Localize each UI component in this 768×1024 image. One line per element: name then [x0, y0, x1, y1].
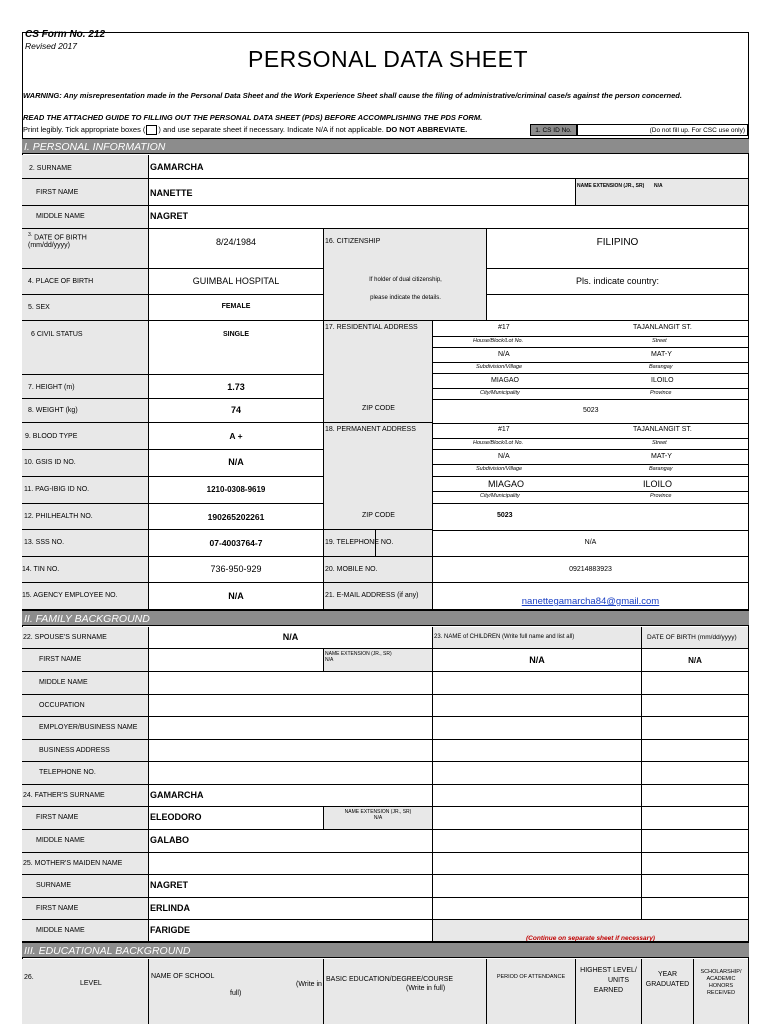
education-year-header: [642, 959, 694, 1024]
mother-maiden-label: 25. MOTHER'S MAIDEN NAME: [22, 853, 149, 875]
child-name-field[interactable]: [433, 830, 642, 853]
father-surname-label: 24. FATHER'S SURNAME: [22, 785, 149, 807]
first-name-field[interactable]: NANETTE: [149, 179, 576, 206]
child-dob-field[interactable]: [642, 695, 749, 717]
child-name-field[interactable]: [433, 672, 642, 695]
employer-field[interactable]: [149, 717, 433, 740]
education-scholarship-header: [694, 959, 749, 1024]
civil-status-label: 6 CIVIL STATUS: [22, 321, 149, 375]
child-name-field[interactable]: [433, 853, 642, 875]
education-level-header: [22, 959, 149, 1024]
perm-subdivision-value[interactable]: N/A: [498, 453, 510, 460]
child-name-field[interactable]: [433, 875, 642, 898]
blood-type-field[interactable]: A +: [149, 423, 324, 450]
dob-label-cell: [22, 229, 149, 269]
child-dob-field[interactable]: [642, 875, 749, 898]
residential-zip-label: ZIP CODE: [362, 405, 395, 412]
child-dob-field[interactable]: [642, 853, 749, 875]
business-address-label: BUSINESS ADDRESS: [22, 740, 149, 762]
email-link[interactable]: nanettegamarcha84@gmail.com: [521, 596, 660, 607]
child-name-field[interactable]: [433, 695, 642, 717]
email-label: 21. E-MAIL ADDRESS (if any): [324, 583, 433, 610]
dual-citizenship-label-2: please indicate the details.: [370, 295, 441, 301]
civil-status-field[interactable]: SINGLE: [149, 321, 324, 375]
spouse-middle-name-field[interactable]: [149, 672, 433, 695]
mother-surname-field[interactable]: NAGRET: [149, 875, 433, 898]
perm-barangay-value[interactable]: MAT-Y: [651, 453, 672, 460]
name-extension-value: N/A: [653, 183, 663, 189]
child-dob-field[interactable]: [642, 672, 749, 695]
child-name-field[interactable]: [433, 898, 642, 920]
child-dob-field[interactable]: [642, 717, 749, 740]
father-extension-field[interactable]: [324, 807, 433, 830]
spouse-surname-field[interactable]: N/A: [149, 627, 433, 649]
section-family-background: II. FAMILY BACKGROUND: [22, 610, 749, 626]
child-name-field[interactable]: [433, 762, 642, 785]
agency-employee-label: 15. AGENCY EMPLOYEE NO.: [22, 583, 149, 610]
father-extension-value: N/A: [373, 815, 383, 821]
res-house-value[interactable]: #17: [498, 324, 510, 331]
first-name-label: FIRST NAME: [22, 179, 149, 206]
gsis-label: 10. GSIS ID NO.: [22, 450, 149, 477]
continue-note: (Continue on separate sheet if necessary): [526, 935, 655, 942]
education-highest-line3: EARNED: [593, 987, 624, 994]
warning-text: WARNING: Any misrepresentation made in the Personal Data Sheet and the Work Experience Sheet shall cause the filing of administrative/criminal case/s against the person concerned.: [23, 91, 682, 100]
gsis-field[interactable]: N/A: [149, 450, 324, 477]
no-abbreviate-label: DO NOT ABBREVIATE.: [385, 125, 468, 134]
child-name-field[interactable]: [433, 717, 642, 740]
weight-field[interactable]: 74: [149, 399, 324, 423]
child-dob-field[interactable]: [642, 830, 749, 853]
continue-note-cell: [433, 920, 749, 942]
page-title: PERSONAL DATA SHEET: [248, 46, 529, 72]
mobile-label: 20. MOBILE NO.: [324, 557, 433, 583]
perm-street-value[interactable]: TAJANLANGIT ST.: [633, 426, 692, 433]
res-street-value[interactable]: TAJANLANGIT ST.: [633, 324, 692, 331]
revision-label: Revised 2017: [25, 41, 77, 51]
sss-label: 13. SSS NO.: [22, 530, 149, 557]
employer-label: EMPLOYER/BUSINESS NAME: [22, 717, 149, 740]
occupation-field[interactable]: [149, 695, 433, 717]
email-field[interactable]: [433, 583, 749, 610]
child-name-field[interactable]: [433, 807, 642, 830]
father-middle-name-label: MIDDLE NAME: [22, 830, 149, 853]
mother-first-name-label: FIRST NAME: [22, 898, 149, 920]
res-street-caption: Street: [652, 338, 667, 344]
surname-field[interactable]: GAMARCHA: [149, 155, 749, 179]
res-house-caption: House/Block/Lot No.: [473, 338, 524, 344]
pagibig-label: 11. PAG-IBIG ID NO.: [22, 477, 149, 504]
sex-label: 5. SEX: [22, 295, 149, 321]
res-barangay-value[interactable]: MAT-Y: [651, 351, 672, 358]
residential-address-label: 17. RESIDENTIAL ADDRESS: [324, 321, 433, 423]
name-extension-label: NAME EXTENSION (JR., SR): [577, 183, 645, 189]
dual-country-field[interactable]: Pls. indicate country:: [487, 269, 749, 295]
agency-employee-field[interactable]: N/A: [149, 583, 324, 610]
perm-city-value[interactable]: MIAGAO: [488, 479, 525, 489]
res-province-caption: Province: [650, 390, 672, 396]
education-course-write: (Write in full): [406, 985, 446, 992]
res-subdivision-caption: Subdivision/Village: [476, 364, 523, 370]
spouse-surname-label: 22. SPOUSE'S SURNAME: [22, 627, 149, 649]
perm-zip-value[interactable]: 5023: [497, 512, 513, 519]
dob-format: (mm/dd/yyyy): [28, 242, 70, 250]
children-label: 23. NAME of CHILDREN (Write full name and list all): [433, 627, 642, 649]
father-first-name-field[interactable]: ELEODORO: [149, 807, 324, 830]
spouse-first-name-field[interactable]: [149, 649, 324, 672]
father-middle-name-field[interactable]: GALABO: [149, 830, 433, 853]
weight-label: 8. WEIGHT (kg): [22, 399, 149, 423]
spouse-telephone-label: TELEPHONE NO.: [22, 762, 149, 785]
cs-id-field[interactable]: [577, 124, 748, 136]
mother-surname-label: SURNAME: [22, 875, 149, 898]
pagibig-field[interactable]: 1210-0308-9619: [149, 477, 324, 504]
education-school-write: (Write in: [296, 981, 322, 988]
blood-type-label: 9. BLOOD TYPE: [22, 423, 149, 450]
pob-field[interactable]: GUIMBAL HOSPITAL: [149, 269, 324, 295]
section-educational-background: III. EDUCATIONAL BACKGROUND: [22, 942, 749, 958]
education-highest-line1: HIGHEST LEVEL/: [580, 967, 637, 974]
education-school-label: NAME OF SCHOOL: [151, 973, 215, 980]
mother-maiden-field[interactable]: [149, 853, 433, 875]
form-number: CS Form No. 212: [25, 29, 106, 40]
res-city-value[interactable]: MIAGAO: [491, 377, 520, 384]
dob-label: DATE OF BIRTH: [34, 234, 87, 242]
surname-label: 2. SURNAME: [22, 155, 149, 179]
tin-label: 14. TIN NO.: [22, 557, 149, 583]
mother-first-name-field[interactable]: ERLINDA: [149, 898, 433, 920]
cs-id-note: (Do not fill up. For CSC use only): [649, 127, 745, 134]
perm-street-caption: Street: [652, 440, 667, 446]
section-personal-information: I. PERSONAL INFORMATION: [22, 138, 749, 154]
citizenship-label: 16. CITIZENSHIP: [324, 229, 487, 321]
child-name-field[interactable]: [433, 740, 642, 762]
education-highest-header: [576, 959, 642, 1024]
name-extension-field[interactable]: [576, 179, 749, 206]
perm-house-value[interactable]: #17: [498, 426, 510, 433]
print-instructions-pre: Print legibly. Tick appropriate boxes (: [23, 125, 146, 134]
mother-middle-name-field[interactable]: FARIGDE: [149, 920, 433, 942]
guide-text: READ THE ATTACHED GUIDE TO FILLING OUT THE PERSONAL DATA SHEET (PDS) BEFORE ACCOMPLISHING THE PDS FORM.: [23, 113, 483, 122]
spouse-extension-value: N/A: [325, 657, 334, 663]
child-dob-field[interactable]: [642, 740, 749, 762]
education-scholarship-line1: SCHOLARSHIP/: [700, 969, 742, 975]
education-level-label: LEVEL: [80, 980, 102, 987]
perm-barangay-caption: Barangay: [649, 466, 673, 472]
education-scholarship-line2: ACADEMIC: [706, 976, 736, 982]
res-province-value[interactable]: ILOILO: [651, 377, 674, 384]
citizenship-field[interactable]: FILIPINO: [487, 229, 749, 269]
father-first-name-label: FIRST NAME: [22, 807, 149, 830]
father-extension-label: NAME EXTENSION (JR., SR): [344, 809, 412, 815]
mother-middle-name-label: MIDDLE NAME: [22, 920, 149, 942]
child-dob-field[interactable]: [642, 762, 749, 785]
telephone-label: 19. TELEPHONE NO.: [324, 530, 433, 557]
permanent-zip-label: ZIP CODE: [362, 512, 395, 519]
height-label: 7. HEIGHT (m): [22, 375, 149, 399]
education-scholarship-line4: RECEIVED: [706, 990, 736, 996]
middle-name-label: MIDDLE NAME: [22, 206, 149, 229]
education-scholarship-line3: HONORS: [708, 983, 734, 989]
tin-field[interactable]: 736-950-929: [149, 557, 324, 583]
father-surname-field[interactable]: GAMARCHA: [149, 785, 433, 807]
education-year-line2: GRADUATED: [645, 981, 690, 988]
dob-field[interactable]: 8/24/1984: [149, 229, 324, 269]
permanent-address-label: 18. PERMANENT ADDRESS: [324, 423, 433, 530]
spouse-extension-field[interactable]: [324, 649, 433, 672]
middle-name-field[interactable]: NAGRET: [149, 206, 749, 229]
education-period-header: PERIOD OF ATTENDANCE: [487, 959, 576, 1024]
mobile-field[interactable]: 09214883923: [433, 557, 749, 583]
height-field[interactable]: 1.73: [149, 375, 324, 399]
res-zip-value[interactable]: 5023: [583, 407, 599, 414]
spouse-telephone-field[interactable]: [149, 762, 433, 785]
education-highest-line2: UNITS: [608, 977, 629, 984]
education-number: 26.: [24, 974, 34, 981]
cs-id-label: 1. CS ID No.: [530, 124, 577, 136]
sex-field[interactable]: FEMALE: [149, 295, 324, 321]
print-instructions: [23, 125, 467, 135]
child-dob-field[interactable]: [642, 785, 749, 807]
spouse-middle-name-label: MIDDLE NAME: [22, 672, 149, 695]
philhealth-field[interactable]: 190265202261: [149, 504, 324, 530]
dual-country-details-field[interactable]: [487, 295, 749, 321]
telephone-field[interactable]: N/A: [433, 530, 749, 557]
child-dob-field[interactable]: N/A: [642, 649, 749, 672]
children-dob-label: DATE OF BIRTH (mm/dd/yyyy): [642, 627, 749, 649]
perm-province-value[interactable]: ILOILO: [643, 479, 673, 489]
child-dob-field[interactable]: [642, 807, 749, 830]
child-name-field[interactable]: [433, 785, 642, 807]
perm-house-caption: House/Block/Lot No.: [473, 440, 524, 446]
sample-checkbox[interactable]: [146, 125, 157, 135]
res-subdivision-value[interactable]: N/A: [498, 351, 510, 358]
pob-label: 4. PLACE OF BIRTH: [22, 269, 149, 295]
child-name-field[interactable]: N/A: [433, 649, 642, 672]
print-instructions-post: ) and use separate sheet if necessary. Indicate N/A if not applicable.: [158, 125, 384, 134]
education-school-full: full): [230, 990, 242, 997]
child-dob-field[interactable]: [642, 898, 749, 920]
perm-city-caption: City/Municipality: [480, 493, 520, 499]
res-city-caption: City/Municipality: [480, 390, 520, 396]
education-year-line1: YEAR: [657, 971, 678, 978]
spouse-extension-label: NAME EXTENSION (JR., SR): [325, 651, 392, 657]
perm-province-caption: Province: [650, 493, 672, 499]
dual-citizenship-label-1: If holder of dual citizenship,: [369, 277, 442, 283]
perm-subdivision-caption: Subdivision/Village: [476, 466, 523, 472]
education-course-label: BASIC EDUCATION/DEGREE/COURSE: [326, 976, 454, 983]
sss-field[interactable]: 07-4003764-7: [149, 530, 324, 557]
occupation-label: OCCUPATION: [22, 695, 149, 717]
philhealth-label: 12. PHILHEALTH NO.: [22, 504, 149, 530]
dob-number: 3.: [28, 232, 33, 238]
res-barangay-caption: Barangay: [649, 364, 673, 370]
business-address-field[interactable]: [149, 740, 433, 762]
spouse-first-name-label: FIRST NAME: [22, 649, 149, 672]
